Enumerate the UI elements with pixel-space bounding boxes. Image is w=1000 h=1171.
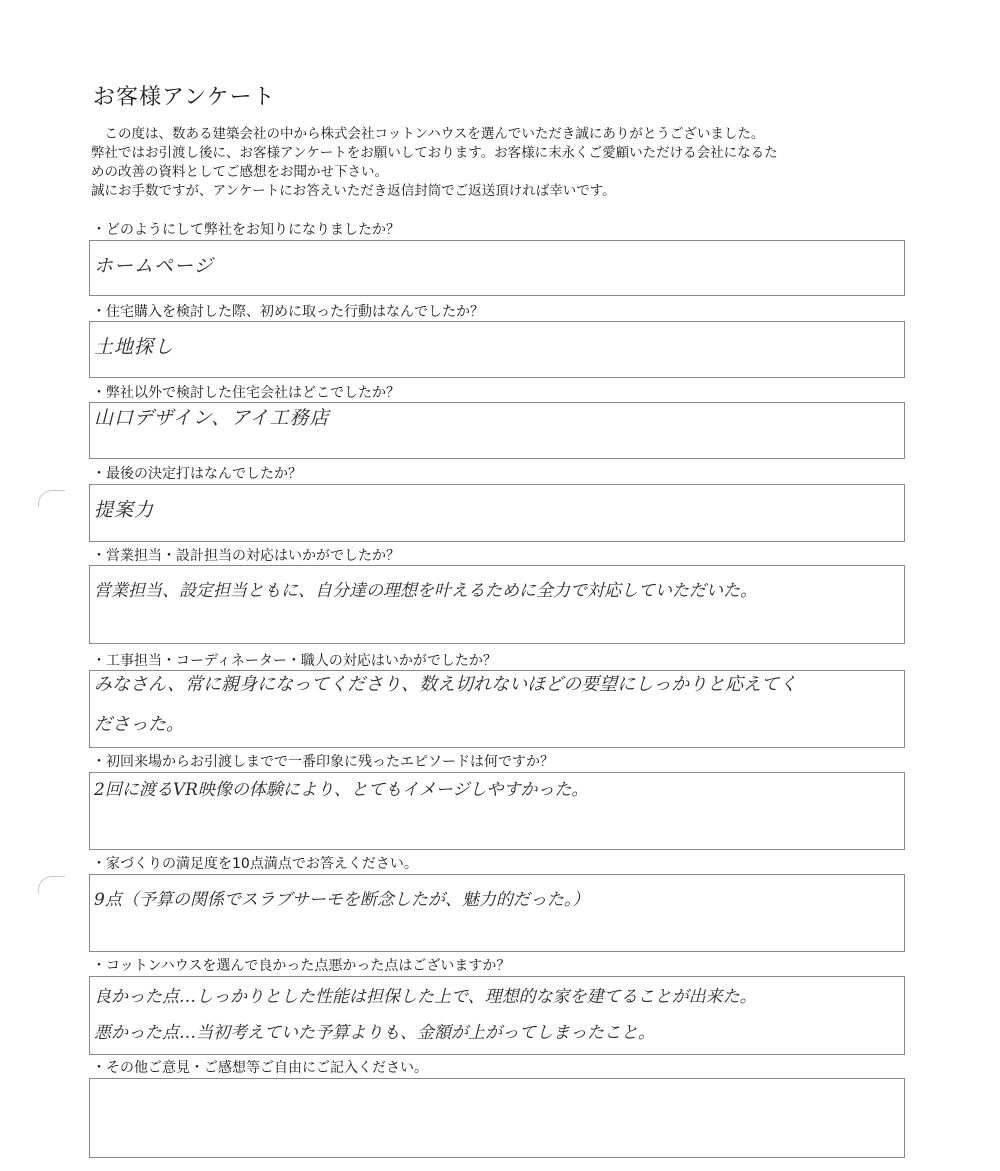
answer-text (94, 877, 900, 923)
answer-box[interactable] (89, 670, 905, 748)
scan-mark (38, 876, 65, 893)
answer-box[interactable] (89, 565, 905, 644)
intro-line: 弊社ではお引渡し後に、お客様アンケートをお願いしております。お客様に末永くご愛顧いただける会社になるた (91, 145, 778, 161)
answer-line: 2回に渡るVR映像の体験により、とてもイメージしやすかった。 (94, 780, 589, 800)
answer-box[interactable] (89, 1078, 905, 1158)
question-label: ・家づくりの満足度を10点満点でお答えください。 (92, 856, 418, 872)
answer-line: 山口デザイン、アイ工務店 (94, 407, 330, 429)
answer-box[interactable] (89, 484, 905, 542)
intro-line: この度は、数ある建築会社の中から株式会社コットンハウスを選んでいただき誠にありがとうございました。 (104, 126, 765, 142)
answer-box[interactable] (89, 874, 905, 952)
answer-box[interactable] (89, 402, 905, 459)
question-label: ・住宅購入を検討した際、初めに取った行動はなんでしたか？ (92, 304, 484, 320)
answer-line: 営業担当、設定担当ともに、自分達の理想を叶えるために全力で対応していただいた。 (94, 581, 757, 601)
intro-text (91, 125, 921, 201)
question-label: ・工事担当・コーディネーター・職人の対応はいかがでしたか？ (92, 653, 497, 669)
answer-line: ださった。 (94, 714, 184, 735)
answer-text (94, 243, 900, 289)
question-label: ・営業担当・設計担当の対応はいかがでしたか？ (92, 548, 400, 564)
answer-box[interactable] (89, 240, 905, 296)
answer-text (94, 487, 900, 533)
answer-line: 土地探し (94, 336, 175, 358)
answer-line: ホームページ (94, 255, 214, 277)
survey-title: お客様アンケート (93, 85, 276, 110)
answer-text (94, 767, 900, 813)
answer-line: 9点（予算の関係でスラブサーモを断念したが、魅力的だった。） (94, 890, 590, 910)
answer-line: 提案力 (94, 499, 155, 521)
intro-line: 誠にお手数ですが、アンケートにお答えいただき返信封筒でご返送頂ければ幸いです。 (91, 183, 616, 199)
question-label: ・どのようにして弊社をお知りになりましたか？ (92, 222, 400, 238)
answer-text (94, 395, 900, 441)
question-label: ・その他ご意見・ご感想等ご自由にご記入ください。 (92, 1060, 428, 1076)
answer-line: みなさん、常に親身になってくださり、数え切れないほどの要望にしっかりと応えてく (94, 674, 798, 695)
question-label: ・弊社以外で検討した住宅会社はどこでしたか？ (92, 385, 400, 401)
answer-line: 悪かった点…当初考えていた予算よりも、金額が上がってしまったこと。 (94, 1023, 655, 1043)
answer-box[interactable] (89, 772, 905, 850)
scan-mark (38, 490, 65, 507)
answer-text (94, 568, 900, 614)
answer-box[interactable] (89, 321, 905, 378)
intro-line: めの改善の資料としてご感想をお聞かせ下さい。 (91, 164, 388, 180)
answer-text (94, 979, 900, 1051)
answer-text (94, 324, 900, 370)
answer-line: 良かった点…しっかりとした性能は担保した上で、理想的な家を建てることが出来た。 (94, 987, 757, 1007)
answer-box[interactable] (89, 976, 905, 1055)
question-label: ・初回来場からお引渡しまでで一番印象に残ったエピソードは何ですか？ (92, 754, 554, 770)
question-label: ・最後の決定打はなんでしたか？ (92, 466, 302, 482)
answer-text (94, 665, 900, 745)
question-label: ・コットンハウスを選んで良かった点悪かった点はございますか？ (92, 958, 511, 974)
